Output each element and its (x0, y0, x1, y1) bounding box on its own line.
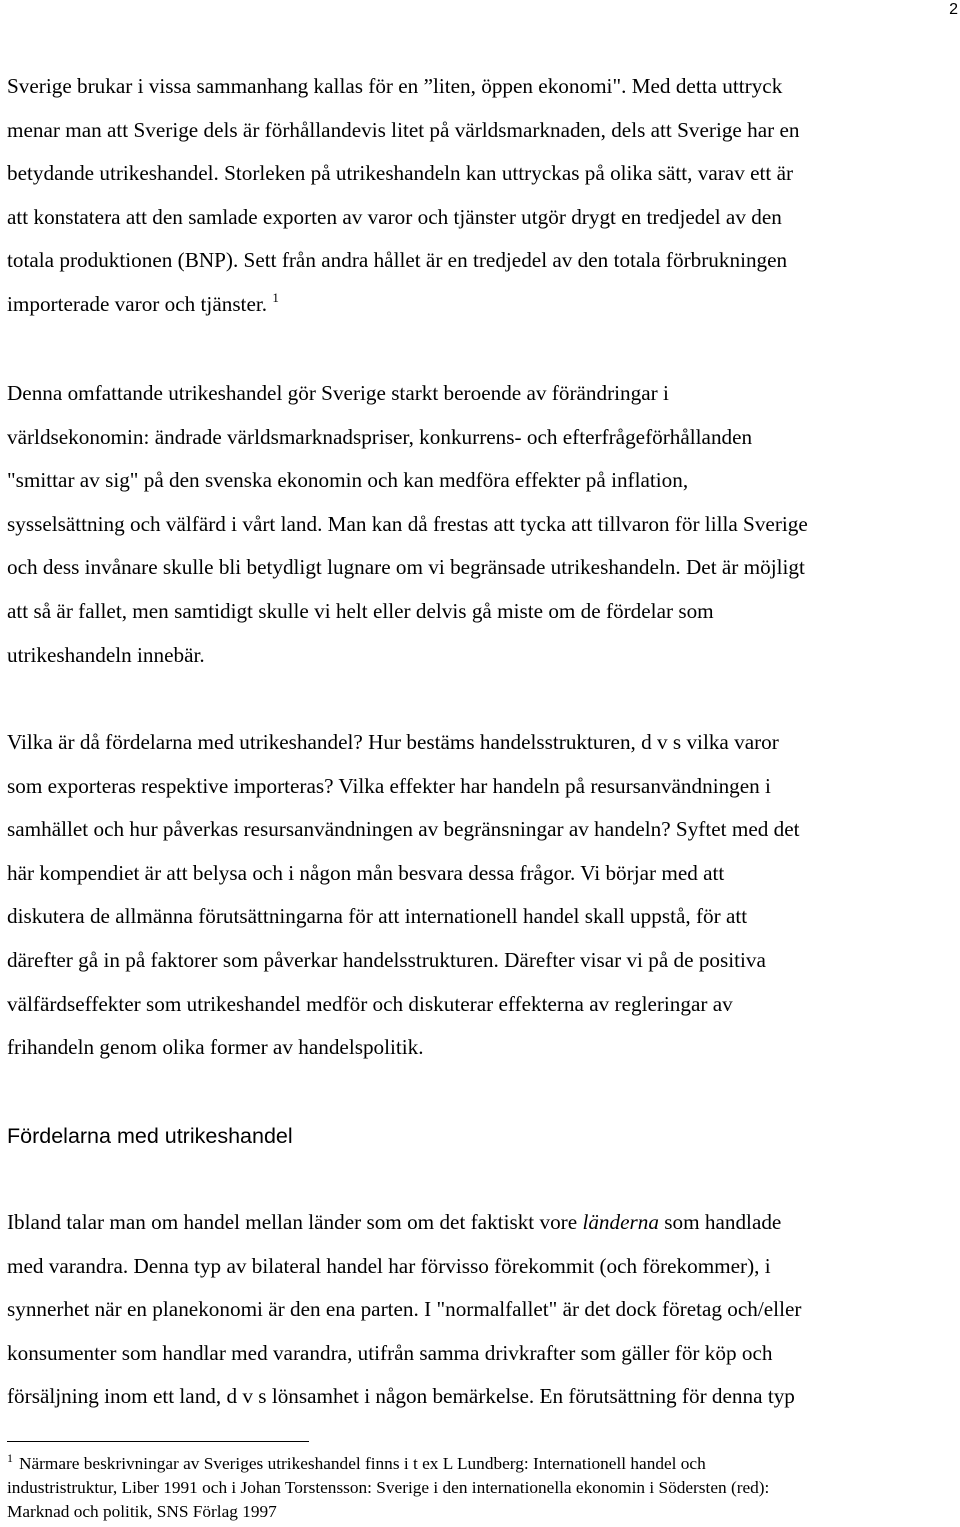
text-line: här kompendiet är att belysa och i någon mån besvara dessa frågor. Vi börjar med att (7, 860, 725, 885)
page-number: 2 (949, 1, 958, 18)
emphasized-text: länderna (582, 1210, 659, 1234)
text-segment: som handlade (658, 1210, 782, 1234)
text-line: utrikeshandeln innebär. (7, 642, 205, 667)
text-line: konsumenter som handlar med varandra, utifrån samma drivkrafter som gäller för köp och (7, 1340, 773, 1365)
text-line: att så är fallet, men samtidigt skulle vi helt eller delvis gå miste om de fördelar som (7, 598, 714, 623)
text-line: Sverige brukar i vissa sammanhang kallas för en ”liten, öppen ekonomi". Med detta uttryck (7, 74, 783, 98)
footnote (7, 1452, 769, 1524)
text-segment: Närmare beskrivningar av Sveriges utrikeshandel finns i t ex L Lundberg: Internationell handel och (19, 1454, 706, 1473)
text-line: "smittar av sig" på den svenska ekonomin och kan medföra effekter på inflation, (7, 468, 689, 493)
text-line: med varandra. Denna typ av bilateral handel har förvisso förekommit (och förekommer), i (7, 1253, 771, 1278)
footnote-divider (7, 1441, 309, 1442)
text-line: synnerhet när en planekonomi är den ena parten. I "normalfallet" är det dock företag och/eller (7, 1297, 802, 1322)
text-line: att konstatera att den samlade exporten av varor och tjänster utgör drygt en tredjedel av den (7, 204, 782, 229)
footnote-reference: 1 (272, 289, 279, 305)
footnote-line: Marknad och politik, SNS Förlag 1997 (7, 1502, 277, 1521)
text-segment: Ibland talar man om handel mellan länder som om det faktiskt vore (7, 1210, 583, 1234)
text-line: sysselsättning och välfärd i vårt land. Man kan då frestas att tycka att tillvaron för lilla Sverige (7, 511, 808, 536)
text-line: välfärdseffekter som utrikeshandel medför och diskuterar effekterna av regleringar av (7, 991, 733, 1016)
paragraph-dependence (7, 372, 959, 677)
paragraph-section (7, 1201, 959, 1419)
text-line: därefter gå in på faktorer som påverkar handelsstrukturen. Därefter visar vi på de positiva (7, 947, 766, 972)
text-line: försäljning inom ett land, d v s lönsamhet i någon bemärkelse. En förutsättning för denna typ (7, 1384, 795, 1409)
footnote-mark: 1 (7, 1451, 13, 1465)
text-line: världsekonomin: ändrade världsmarknadspriser, konkurrens- och efterfrågeförhållanden (7, 424, 753, 449)
footnote-line (7, 1452, 769, 1476)
text-line (7, 283, 959, 327)
text-line (7, 1201, 959, 1245)
section-heading: Fördelarna med utrikeshandel (7, 1124, 293, 1148)
paragraph-intro (7, 65, 959, 327)
text-line: menar man att Sverige dels är förhållandevis litet på världsmarknaden, dels att Sverige har en (7, 117, 800, 142)
text-line: Denna omfattande utrikeshandel gör Sverige starkt beroende av förändringar i (7, 381, 669, 405)
text-line: frihandeln genom olika former av handelspolitik. (7, 1035, 424, 1060)
text-line: samhället och hur påverkas resursanvändningen av begränsningar av handeln? Syftet med det (7, 817, 800, 842)
text-line: Vilka är då fördelarna med utrikeshandel? Hur bestäms handelsstrukturen, d v s vilka varor (7, 730, 779, 754)
text-segment: importerade varor och tjänster. (7, 291, 268, 316)
text-line: betydande utrikeshandel. Storleken på utrikeshandeln kan uttryckas på olika sätt, varav ett är (7, 161, 794, 186)
footnote-line: industristruktur, Liber 1991 och i Johan Torstensson: Sverige i den internationella ekonomin i Södersten (red): (7, 1478, 770, 1497)
text-line: diskutera de allmänna förutsättningarna för att internationell handel skall uppstå, för att (7, 904, 748, 929)
paragraph-questions (7, 721, 959, 1070)
text-line: och dess invånare skulle bli betydligt lugnare om vi begränsade utrikeshandeln. Det är möjligt (7, 555, 805, 580)
text-line: totala produktionen (BNP). Sett från andra hållet är en tredjedel av den totala förbrukningen (7, 248, 788, 273)
text-line: som exporteras respektive importeras? Vilka effekter har handeln på resursanvändningen i (7, 773, 771, 798)
